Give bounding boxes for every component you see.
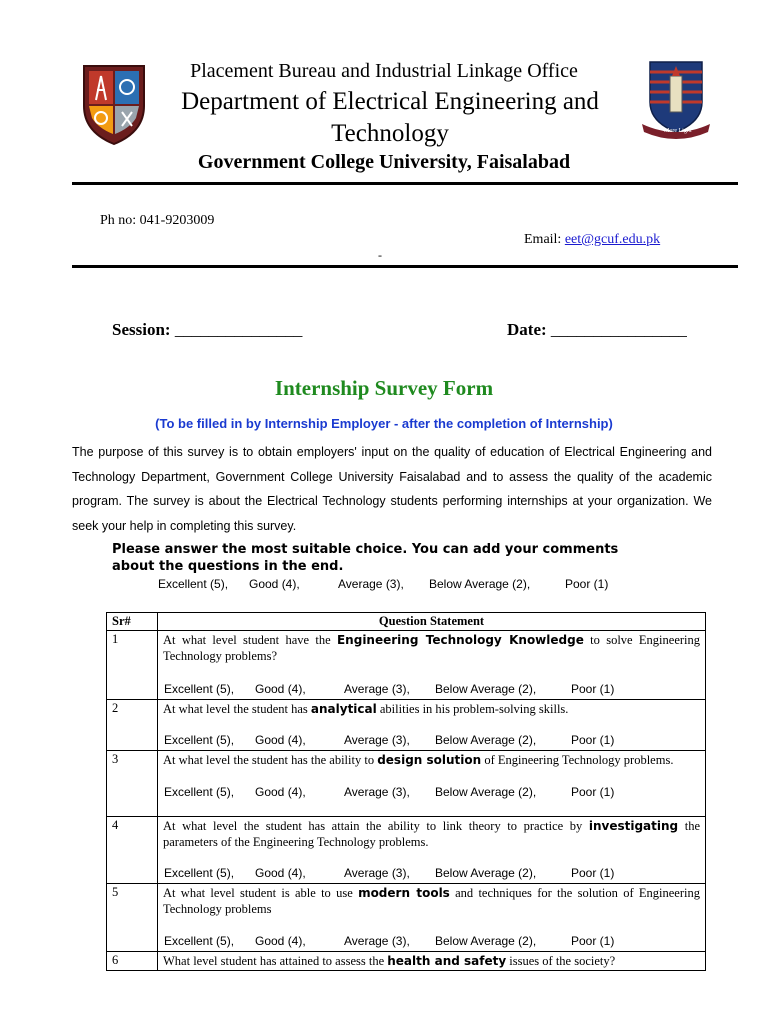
option-average[interactable]: Average (3),	[344, 785, 410, 799]
option-poor[interactable]: Poor (1)	[571, 866, 615, 880]
question-text: What level student has attained to assess the health and safety issues of the society?	[163, 954, 616, 968]
row-number: 5	[107, 884, 158, 952]
option-poor[interactable]: Poor (1)	[571, 785, 615, 799]
scale-below-average: Below Average (2),	[429, 577, 531, 591]
table-row	[107, 952, 706, 971]
option-below-average[interactable]: Below Average (2),	[435, 934, 537, 948]
option-good[interactable]: Good (4),	[255, 682, 306, 696]
option-good[interactable]: Good (4),	[255, 866, 306, 880]
option-poor[interactable]: Poor (1)	[571, 682, 615, 696]
option-poor[interactable]: Poor (1)	[571, 934, 615, 948]
option-excellent[interactable]: Excellent (5),	[164, 733, 235, 747]
option-average[interactable]: Average (3),	[344, 682, 410, 696]
option-below-average[interactable]: Below Average (2),	[435, 682, 537, 696]
question-cell	[158, 884, 706, 952]
question-text: At what level the student has analytical abilities in his problem-solving skills.	[163, 702, 569, 716]
header-question: Question Statement	[158, 613, 706, 631]
question-cell	[158, 700, 706, 751]
table-row	[107, 817, 706, 884]
date-field[interactable]	[507, 320, 687, 340]
session-label: Session:	[112, 320, 171, 339]
email-line	[524, 232, 660, 248]
question-text: At what level student is able to use modern tools and techniques for the solution of Engineering Technology problems	[163, 886, 700, 916]
answer-options[interactable]	[163, 866, 700, 882]
option-average[interactable]: Average (3),	[344, 934, 410, 948]
question-text: At what level student have the Engineering Technology Knowledge to solve Engineering Technology problems?	[163, 633, 700, 663]
intro-paragraph: The purpose of this survey is to obtain employers' input on the quality of education of Electrical Engineering and Technology Department, Government College University Faisalabad and to assess the quality of the academic program. The survey is about the Electrical Technology students performing internships at your organization. We seek your help in completing this survey.	[72, 445, 712, 533]
row-number: 2	[107, 700, 158, 751]
table-row	[107, 631, 706, 700]
question-cell	[158, 751, 706, 817]
header-sr: Sr#	[107, 613, 158, 631]
option-good[interactable]: Good (4),	[255, 934, 306, 948]
answer-options[interactable]	[163, 785, 700, 801]
email-link[interactable]: eet@gcuf.edu.pk	[564, 232, 661, 247]
session-blank[interactable]: _______________	[174, 320, 303, 339]
scale-excellent: Excellent (5),	[158, 577, 229, 591]
option-excellent[interactable]: Excellent (5),	[164, 866, 235, 880]
answer-options[interactable]	[163, 682, 700, 698]
option-good[interactable]: Good (4),	[255, 733, 306, 747]
scale-average: Average (3),	[338, 577, 404, 591]
office-name: Placement Bureau and Industrial Linkage Office	[190, 60, 578, 82]
email-label: Email:	[524, 232, 565, 247]
question-text: At what level the student has attain the ability to link theory to practice by investigating the parameters of the Engineering Technology problems.	[163, 819, 701, 849]
option-below-average[interactable]: Below Average (2),	[435, 785, 537, 799]
option-average[interactable]: Average (3),	[344, 733, 410, 747]
question-cell	[158, 952, 706, 971]
instructions: Please answer the most suitable choice. You can add your comments about the questions in the end.	[112, 542, 619, 574]
rating-scale	[0, 577, 768, 593]
header-divider	[72, 182, 738, 185]
table-header-row	[107, 613, 706, 631]
form-title: Internship Survey Form	[274, 376, 494, 400]
contact-divider	[72, 265, 738, 268]
question-cell	[158, 631, 706, 700]
question-text: At what level the student has the ability to design solution of Engineering Technology problems.	[163, 753, 674, 767]
date-label: Date:	[507, 320, 547, 339]
table-row	[107, 700, 706, 751]
scale-poor: Poor (1)	[565, 577, 609, 591]
survey-table	[106, 612, 706, 971]
question-cell	[158, 817, 706, 884]
table-row	[107, 884, 706, 952]
option-good[interactable]: Good (4),	[255, 785, 306, 799]
scale-good: Good (4),	[249, 577, 300, 591]
form-subtitle: (To be filled in by Internship Employer - after the completion of Internship)	[155, 416, 613, 431]
dash-mark: -	[378, 248, 382, 262]
university-name: Government College University, Faisalabad	[197, 151, 571, 173]
department-name: Department of Electrical Engineering and Technology	[181, 88, 599, 147]
option-below-average[interactable]: Below Average (2),	[435, 733, 537, 747]
answer-options[interactable]	[163, 733, 700, 749]
table-row	[107, 751, 706, 817]
option-below-average[interactable]: Below Average (2),	[435, 866, 537, 880]
answer-options[interactable]	[163, 934, 700, 950]
row-number: 3	[107, 751, 158, 817]
date-blank[interactable]: ________________	[550, 320, 687, 339]
row-number: 6	[107, 952, 158, 971]
option-average[interactable]: Average (3),	[344, 866, 410, 880]
option-excellent[interactable]: Excellent (5),	[164, 785, 235, 799]
row-number: 4	[107, 817, 158, 884]
row-number: 1	[107, 631, 158, 700]
session-field[interactable]	[112, 320, 302, 340]
option-excellent[interactable]: Excellent (5),	[164, 934, 235, 948]
option-poor[interactable]: Poor (1)	[571, 733, 615, 747]
phone-number: Ph no: 041-9203009	[100, 213, 215, 228]
crest-motto: More Light	[664, 128, 692, 134]
option-excellent[interactable]: Excellent (5),	[164, 682, 235, 696]
